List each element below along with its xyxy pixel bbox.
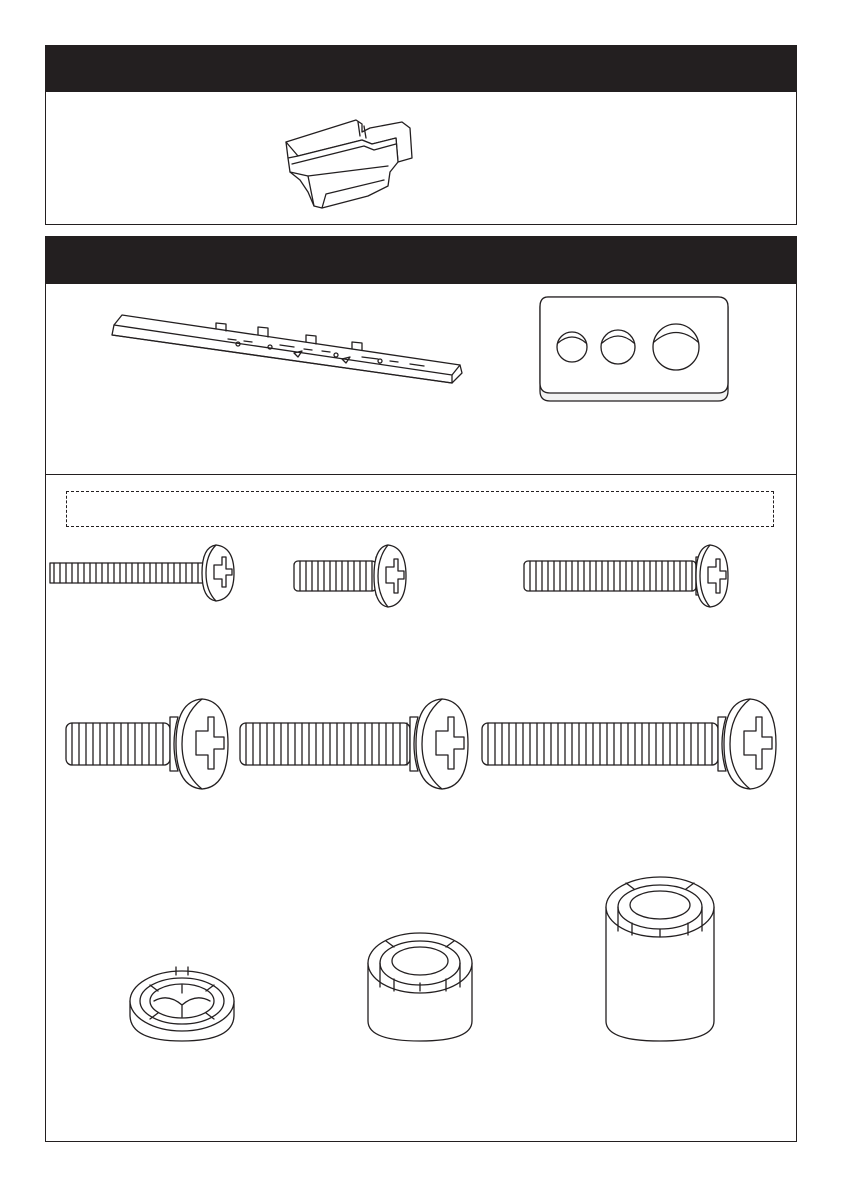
screw-icon	[238, 697, 470, 791]
mounting-rail-icon	[108, 309, 470, 389]
spacer-short-icon	[128, 961, 236, 1045]
cable-clip-icon	[278, 114, 418, 214]
section-divider	[46, 474, 796, 475]
hardware-caption-box	[66, 491, 774, 527]
screw-icon	[292, 543, 408, 609]
screw-icon	[480, 697, 778, 791]
screw-icon	[64, 697, 230, 791]
spacer-plate-icon	[536, 295, 732, 409]
screw-icon	[50, 543, 236, 603]
panel-top-header	[46, 46, 796, 92]
spacer-tall-icon	[602, 873, 718, 1043]
parts-panel-top	[45, 45, 797, 225]
parts-panel-bottom	[45, 236, 797, 1142]
spacer-medium-icon	[364, 929, 476, 1045]
panel-bottom-header	[46, 237, 796, 284]
screw-icon	[522, 543, 732, 609]
